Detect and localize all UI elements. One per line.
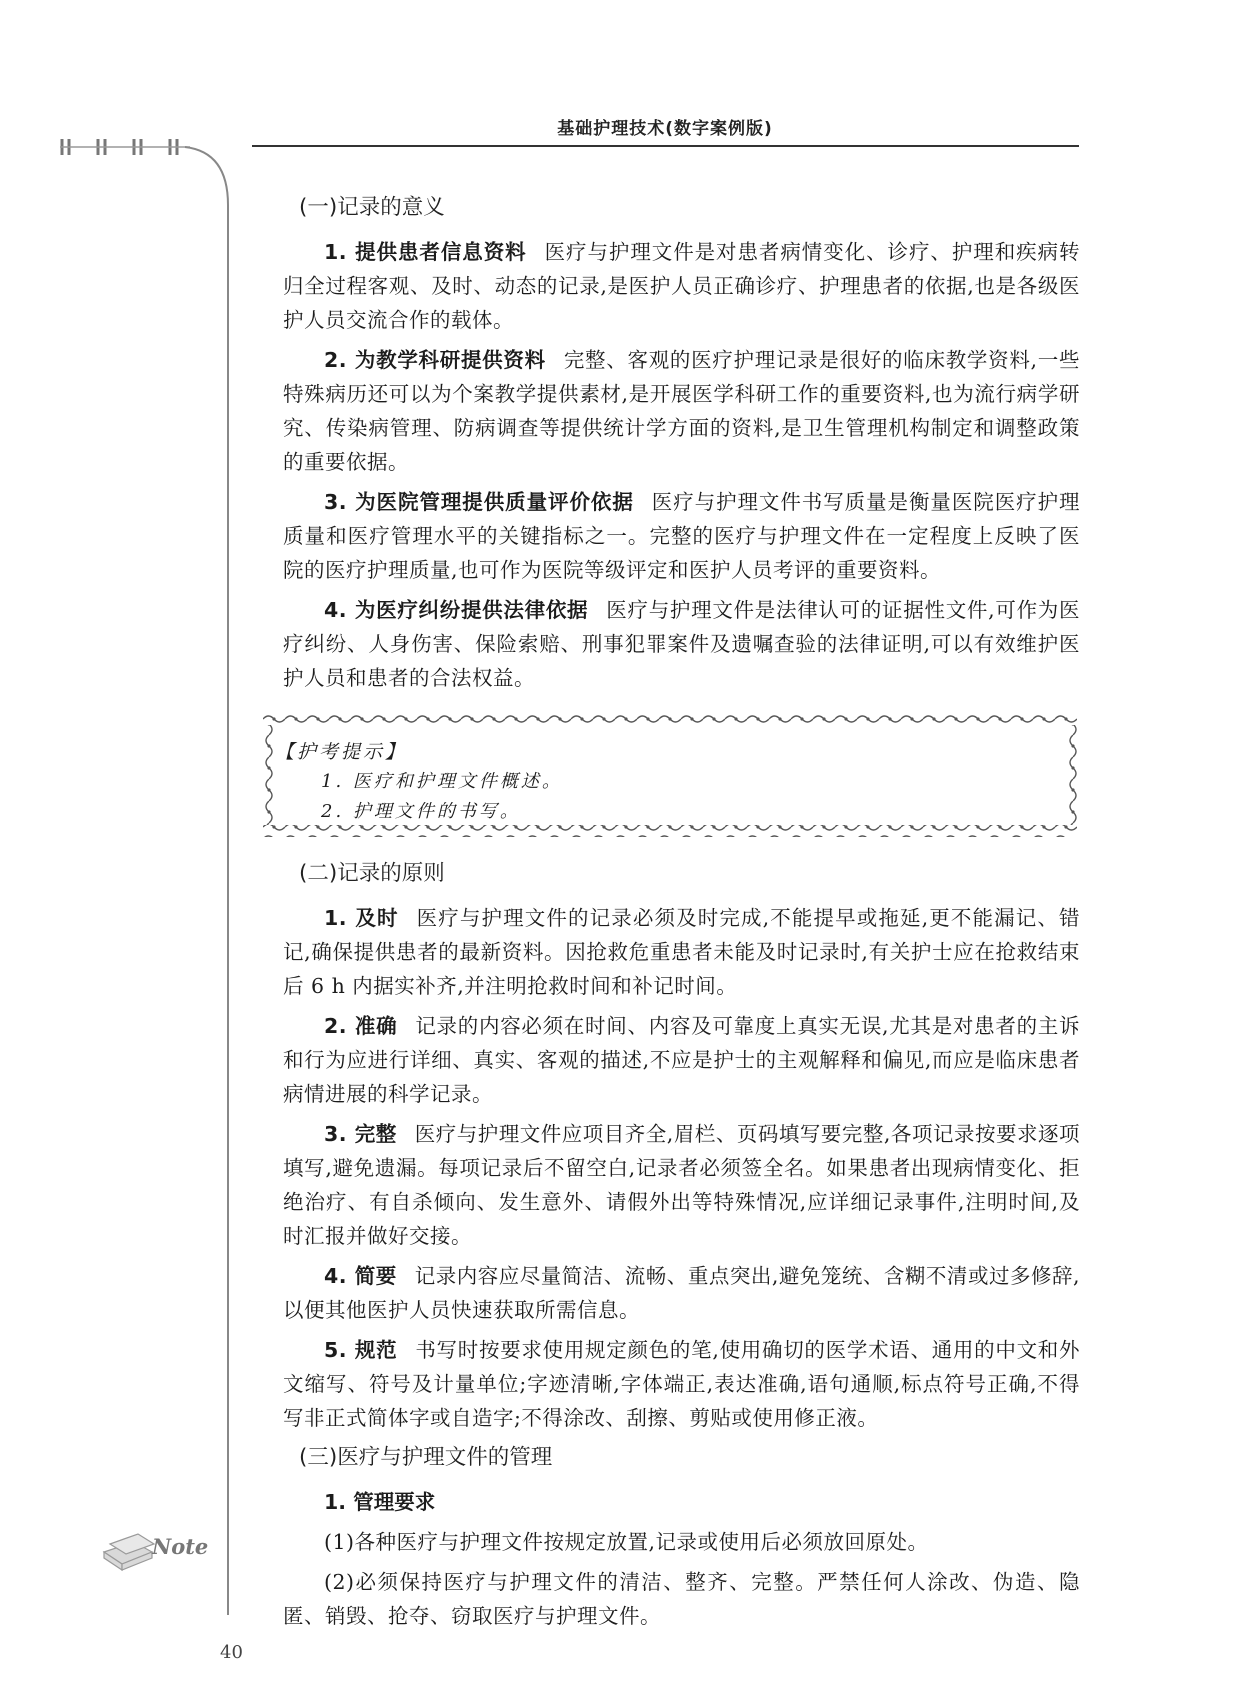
paragraph-text: 医疗与护理文件书写质量是衡量医院医疗护理质量和医疗管理水平的关键指标之一。完整的医疗与护理文件在一定程度上反映了医院的医疗护理质量,也可作为医院等级评定和医护人员考评的重要资料。 [283,490,1080,582]
tip-title: 【护考提示】 [275,741,408,763]
body-text [275,191,1080,1639]
paragraph-text: 书写时按要求使用规定颜色的笔,使用确切的医学术语、通用的中文和外文缩写、符号及计量单位;字迹清晰,字体端正,表达准确,语句通顺,标点符号正确,不得写非正式简体字或自造字;不得涂改、刮擦、剪贴或使用修正液。 [283,1338,1080,1430]
paragraph-text: 完整、客观的医疗护理记录是很好的临床教学资料,一些特殊病历还可以为个案教学提供素材,是开展医学科研工作的重要资料,也为流行病学研究、传染病管理、防病调查等提供统计学方面的资料,是卫生管理机构制定和调整政策的重要依据。 [283,348,1080,474]
margin-curve-line [0,0,240,1620]
page-number: 40 [220,1642,243,1663]
paragraph-label: 4. 简要 [324,1264,397,1288]
section-heading-principles: (二)记录的原则 [299,861,445,886]
subheading [283,1485,1080,1519]
subheading-label: 1. 管理要求 [324,1490,436,1514]
paragraph-text: 医疗与护理文件是对患者病情变化、诊疗、护理和疾病转归全过程客观、及时、动态的记录,是医护人员正确诊疗、护理患者的依据,也是各级医护人员交流合作的载体。 [283,240,1080,332]
tip-item: 2. 护理文件的书写。 [321,801,521,822]
paragraph-label: 4. 为医疗纠纷提供法律依据 [324,598,589,622]
paragraph [283,235,1080,337]
paragraph-text: 记录内容应尽量简洁、流畅、重点突出,避免笼统、含糊不清或过多修辞,以便其他医护人员快速获取所需信息。 [283,1264,1080,1322]
paragraph [283,1117,1080,1253]
header-rule [252,145,1079,147]
paragraph [283,1565,1080,1633]
exam-tip-box [263,713,1077,837]
paragraph-label: 5. 规范 [324,1338,398,1362]
paragraph-text: 医疗与护理文件应项目齐全,眉栏、页码填写要完整,各项记录按要求逐项填写,避免遗漏。每项记录后不留空白,记录者必须签全名。如果患者出现病情变化、拒绝治疗、有自杀倾向、发生意外、请假外出等特殊情况,应详细记录事件,注明时间,及时汇报并做好交接。 [283,1122,1080,1248]
paragraph [283,593,1080,695]
paragraph [283,1259,1080,1327]
paragraph [283,485,1080,587]
paragraph [283,1333,1080,1435]
paragraph [283,901,1080,1003]
paragraph-text: 医疗与护理文件的记录必须及时完成,不能提早或拖延,更不能漏记、错记,确保提供患者的最新资料。因抢救危重患者未能及时记录时,有关护士应在抢救结束后 6 h 内据实补齐,并注明抢救时间和补记时间。 [283,906,1080,998]
running-header-title: 基础护理技术(数字案例版) [557,119,773,139]
paragraph-label: 1. 提供患者信息资料 [324,240,527,264]
paragraph [283,343,1080,479]
paragraph-label: 3. 完整 [324,1122,397,1146]
paragraph-label: 2. 准确 [324,1014,398,1038]
note-label: Note [152,1534,209,1559]
paragraph-text: 记录的内容必须在时间、内容及可靠度上真实无误,尤其是对患者的主诉和行为应进行详细、真实、客观的描述,不应是护士的主观解释和偏见,而应是临床患者病情进展的科学记录。 [283,1014,1080,1106]
paragraph-text: (2)必须保持医疗与护理文件的清洁、整齐、完整。严禁任何人涂改、伪造、隐匿、销毁、抢夺、窃取医疗与护理文件。 [283,1570,1080,1628]
section-heading-significance: (一)记录的意义 [299,195,445,220]
paragraph-text: 医疗与护理文件是法律认可的证据性文件,可作为医疗纠纷、人身伤害、保险索赔、刑事犯罪案件及遗嘱查验的法律证明,可以有效维护医护人员和患者的合法权益。 [283,598,1080,690]
paragraph [283,1009,1080,1111]
paragraph-label: 3. 为医院管理提供质量评价依据 [324,490,634,514]
tip-item: 1. 医疗和护理文件概述。 [321,771,563,792]
paragraph-label: 1. 及时 [324,906,399,930]
paragraph-label: 2. 为教学科研提供资料 [324,348,546,372]
note-book-icon [100,1518,210,1574]
paragraph [283,1525,1080,1559]
section-heading-management: (三)医疗与护理文件的管理 [299,1445,553,1470]
paragraph-text: (1)各种医疗与护理文件按规定放置,记录或使用后必须放回原处。 [324,1530,929,1554]
